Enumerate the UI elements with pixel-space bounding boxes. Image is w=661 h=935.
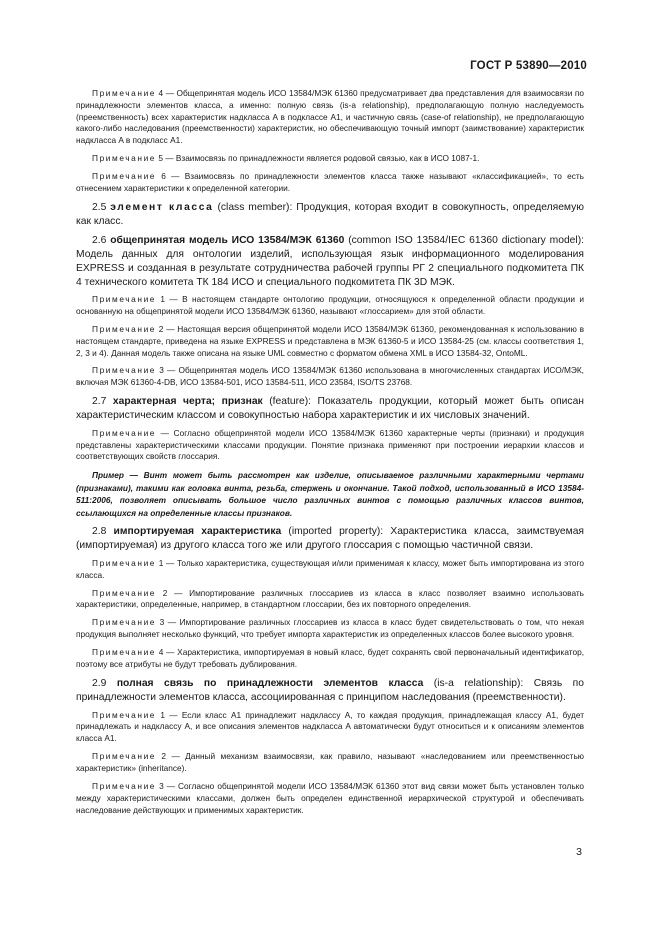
note-text: 4 — Общепринятая модель ИСО 13584/МЭК 61360 предусматривает два представления для взаимосвязи по принадлежности элементов класса, а именно: полную связь (is-a relationship), предполагающую полную наследуемость (преемственность) всех характеристик надкласса A в подклассе A1, и частичную связь (case-of relationship), не предполагающую какого-либо наследования (преемственности) характеристик, но обеспечивающую точный импорт (заимствование) характеристик надкласса A в подкласс A1.: [76, 88, 584, 146]
note-label: Примечание: [92, 294, 157, 305]
definition-text: (imported property): Характеристика класса, заимствуемая (импортируемая) из другого класса того же или другого глоссария с помощью частичной связи.: [76, 526, 584, 552]
note-2-9-1: [76, 710, 584, 745]
definition-text: (common ISO 13584/IEC 61360 dictionary model): Модель данных для онтологии изделий, использующая язык информационного моделирования EXPRESS и созданная в результате сотрудничества рабочей группы РГ 2 специального подкомитета ПК 4 технического комитета ТК 184 ИСО и специального подкомитета ПК 3D МЭК.: [76, 234, 584, 288]
note-2-8-1: [76, 558, 584, 582]
note-text: 3 — Согласно общепринятой модели ИСО 13584/МЭК 61360 этот вид связи может быть установлен только между характеристическими классами, должен быть определен единственной иерархической структурой и обеспечивать наследование действующих и применимых характеристик.: [76, 780, 584, 815]
note-2-7: [76, 428, 584, 463]
note-2-8-3: [76, 617, 584, 641]
note-text: 4 — Характеристика, импортируемая в новый класс, будет сохранять свой первоначальный идентификатор, поэтому все атрибуты не будут требовать дублирования.: [76, 647, 584, 669]
note-text: 1 — Если класс A1 принадлежит надклассу A, то каждая продукция, принадлежащая классу A1, будет принадлежать и надклассу A, и все описания элементов надкласса A автоматически будут относиться и к описаниям элементов класса A1.: [76, 709, 584, 744]
note-2-6-1: [76, 294, 584, 318]
note-text: 3 — Импортирование различных глоссариев из класса в класс будет свидетельствовать о том, что некая продукция выполняет несколько функций, что требует импорта характеристик из определенных классов более высокого уровня.: [76, 617, 584, 640]
note-2-8-2: [76, 588, 584, 612]
note-label: Примечание: [92, 617, 157, 628]
note-label: Примечание: [92, 751, 157, 762]
definition-text: (is-a relationship): Связь по принадлежности элементов класса, ассоциированная с принципом наследования (преемственности).: [76, 677, 584, 703]
note-label: Примечание: [92, 709, 157, 720]
example-label: Пример: [92, 470, 124, 481]
note-text: 1 — Только характеристика, существующая и/или применимая к классу, может быть импортирована из этого класса.: [76, 557, 584, 580]
example-2-7: [76, 469, 584, 519]
term: элемент класса: [110, 201, 214, 213]
note-text: 6 — Взаимосвязь по принадлежности элементов класса также называют «классификацией», то есть отнесением характеристики к определенной категории.: [76, 171, 584, 193]
note-label: Примечание: [92, 557, 157, 568]
clause-number: 2.8: [92, 526, 107, 538]
note-2-6-3: [76, 365, 584, 389]
note-label: Примечание: [92, 365, 157, 376]
definition-2-7: [76, 395, 584, 423]
note-text: 2 — Настоящая версия общепринятой модели ИСО 13584/МЭК 61360, рекомендованная к использованию в настоящем стандарте, приведена на языке EXPRESS и представлена в МЭК 61360-5 и ИСО 13584-25 (см. классы соответствия 1, 2, 3 и 4). Данная модель также описана на языке UML совместно с форматом обмена XML в ИСО 13584-32, OntoML.: [76, 323, 584, 358]
page-content: [76, 88, 584, 823]
definition-2-5: [76, 201, 584, 229]
note-2-8-4: [76, 647, 584, 671]
note-label: Примечание: [92, 171, 157, 182]
definition-2-8: [76, 525, 584, 553]
note-label: Примечание: [92, 780, 157, 791]
note-2-9-3: [76, 781, 584, 816]
term: полная связь по принадлежности элементов класса: [116, 677, 424, 689]
note-5: [76, 153, 584, 165]
example-text: — Винт может быть рассмотрен как изделие, описываемое различными характерными чертами (признаками), такими как головка винта, резьба, стержень и окончание. Такой подход, использованный в ИСО 13584-511:2006, позволяет описывать большое число различных винтов с помощью различных классов винтов, ссылающихся на определенные классы признаков.: [76, 470, 584, 518]
note-4: [76, 88, 584, 147]
term: общепринятая модель ИСО 13584/МЭК 61360: [110, 234, 345, 246]
definition-text: (feature): Показатель продукции, который может быть описан характеристическим классом и совокупностью набора характеристик и их числовых значений.: [76, 396, 584, 422]
term: характерная черта; признак: [112, 396, 263, 408]
note-text: 2 — Импортирование различных глоссариев из класса в класс позволяет взаимно использовать характеристики, определенные, например, в стандартном глоссарии, без их повторного определения.: [76, 587, 584, 610]
page-number: 3: [576, 846, 582, 858]
note-text: 5 — Взаимосвязь по принадлежности является родовой связью, как в ИСО 1087-1.: [156, 153, 480, 164]
definition-2-9: [76, 677, 584, 705]
note-label: Примечание: [92, 587, 157, 598]
clause-number: 2.6: [92, 234, 107, 246]
note-label: Примечание: [92, 427, 157, 438]
clause-number: 2.5: [92, 201, 107, 213]
note-label: Примечание: [92, 647, 157, 658]
term: импортируемая характеристика: [113, 526, 282, 538]
definition-2-6: [76, 234, 584, 290]
document-id-header: ГОСТ Р 53890—2010: [470, 60, 587, 72]
note-2-9-2: [76, 751, 584, 775]
note-6: [76, 171, 584, 195]
clause-number: 2.7: [92, 396, 107, 408]
note-label: Примечание: [92, 323, 157, 334]
note-text: 2 — Данный механизм взаимосвязи, как правило, называют «наследованием или преемственностью характеристик» (inheritance).: [76, 751, 584, 773]
note-label: Примечание: [92, 153, 157, 164]
definition-text: (class member): Продукция, которая входит в совокупность, определяемую как класс.: [76, 201, 584, 227]
note-2-6-2: [76, 324, 584, 359]
note-text: 3 — Общепринятая модель ИСО 13584/МЭК 61360 использована в многочисленных стандартах ИСО/МЭК, включая МЭК 61360-4-DB, ИСО 13584-501, ИСО 13584-511, ИСО 23584, ISO/TS 23768.: [76, 365, 584, 388]
note-text: — Согласно общепринятой модели ИСО 13584/МЭК 61360 характерные черты (признаки) и продукция представлены характеристическими классами продукции. Понятие признака применяют при построении иерархии классов и соответствующих свойств глоссария.: [76, 427, 584, 462]
note-label: Примечание: [92, 88, 157, 98]
clause-number: 2.9: [92, 677, 107, 689]
note-text: 1 — В настоящем стандарте онтологию продукции, относящуюся к определенной области продукции и основанную на общепринятой модели ИСО 13584/МЭК 61360, называют «глоссарием» для этой области.: [76, 294, 584, 316]
